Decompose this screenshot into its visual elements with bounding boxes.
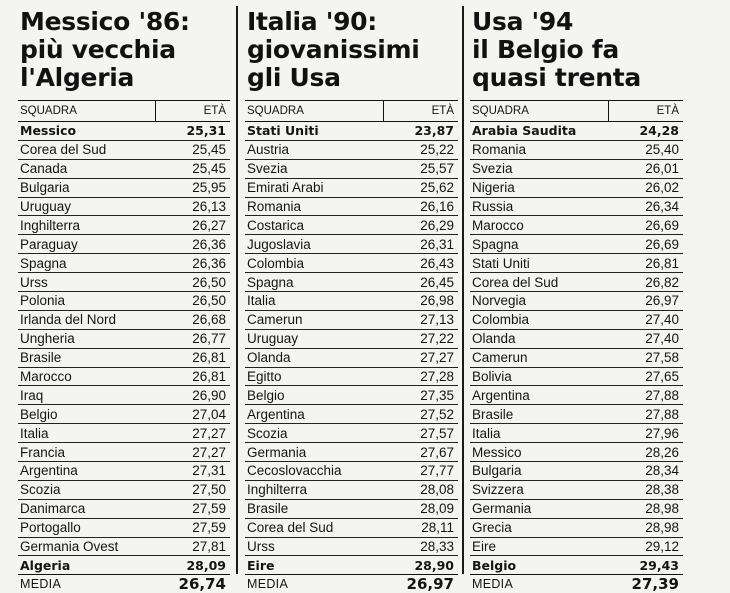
media-value: 26,97 <box>406 575 454 593</box>
table-row <box>470 368 683 387</box>
headline-line: gli Usa <box>247 63 341 92</box>
table-row <box>18 500 230 519</box>
table-row <box>245 481 458 500</box>
team-name: Corea del Sud <box>472 274 559 290</box>
media-value: 26,74 <box>178 575 226 593</box>
team-age: 27,81 <box>192 539 226 555</box>
team-name: Iraq <box>20 387 44 403</box>
team-name: Eire <box>247 557 275 573</box>
table-header <box>18 101 230 122</box>
team-age: 25,40 <box>645 142 679 158</box>
table-row <box>245 160 458 179</box>
media-row <box>18 575 230 593</box>
team-age: 28,09 <box>186 557 226 573</box>
team-age: 29,12 <box>645 539 679 555</box>
table-row <box>245 122 458 141</box>
team-age: 26,82 <box>645 274 679 290</box>
team-age: 28,26 <box>645 444 679 460</box>
team-age: 23,87 <box>414 123 454 139</box>
header-team: SQUADRA <box>245 101 384 121</box>
team-name: Italia <box>472 425 501 441</box>
table-row <box>470 443 683 462</box>
team-age: 26,68 <box>192 312 226 328</box>
age-table <box>245 100 458 593</box>
team-name: Svizzera <box>472 482 524 498</box>
team-name: Bulgaria <box>472 463 522 479</box>
media-row <box>245 575 458 593</box>
team-name: Italia <box>20 425 49 441</box>
team-age: 28,34 <box>645 463 679 479</box>
table-row <box>245 405 458 424</box>
team-name: Urss <box>20 274 48 290</box>
team-name: Belgio <box>20 406 58 422</box>
team-name: Argentina <box>472 387 530 403</box>
team-age: 28,09 <box>420 501 454 517</box>
column-mexico-86 <box>18 0 230 593</box>
table-row <box>18 273 230 292</box>
table-row <box>245 368 458 387</box>
team-age: 28,90 <box>414 557 454 573</box>
team-name: Russia <box>472 199 514 214</box>
table-row <box>470 292 683 311</box>
team-name: Olanda <box>472 331 516 347</box>
table-row <box>245 462 458 481</box>
team-age: 26,27 <box>192 217 226 233</box>
team-age: 29,43 <box>639 557 679 573</box>
table-row <box>470 538 683 557</box>
team-age: 27,04 <box>192 406 226 422</box>
table-row <box>18 160 230 179</box>
team-age: 27,40 <box>645 312 679 328</box>
media-label: MEDIA <box>472 577 514 592</box>
table-row <box>470 349 683 368</box>
team-age: 27,35 <box>420 387 454 403</box>
column-usa-94 <box>470 0 683 593</box>
team-name: Paraguay <box>20 236 78 252</box>
team-age: 27,27 <box>420 350 454 366</box>
team-age: 25,22 <box>420 142 454 158</box>
team-name: Belgio <box>247 387 285 403</box>
table-row <box>245 141 458 160</box>
team-name: Stati Uniti <box>472 255 530 271</box>
team-age: 24,28 <box>639 123 679 139</box>
table-row <box>18 311 230 330</box>
team-name: Bolivia <box>472 369 512 385</box>
team-name: Spagna <box>20 255 67 271</box>
table-row <box>18 462 230 481</box>
team-name: Messico <box>20 123 77 139</box>
team-age: 25,62 <box>420 180 454 196</box>
team-age: 26,01 <box>645 161 679 177</box>
table-row <box>245 386 458 405</box>
team-name: Francia <box>20 444 66 460</box>
header-age: ETÀ <box>656 105 679 117</box>
table-row <box>18 556 230 575</box>
team-name: Bulgaria <box>20 180 70 196</box>
team-name: Svezia <box>472 161 513 177</box>
team-name: Germania Ovest <box>20 539 119 555</box>
table-row <box>470 254 683 273</box>
headline <box>20 8 230 94</box>
table-row <box>470 424 683 443</box>
table-row <box>470 405 683 424</box>
team-name: Jugoslavia <box>247 236 311 252</box>
table-row <box>245 538 458 557</box>
team-age: 25,95 <box>192 180 226 196</box>
team-age: 26,36 <box>192 236 226 252</box>
table-row <box>245 556 458 575</box>
team-name: Argentina <box>20 463 78 479</box>
table-row <box>470 273 683 292</box>
headline-line: Messico '86: <box>20 7 190 36</box>
team-name: Messico <box>472 444 522 460</box>
team-age: 26,81 <box>192 350 226 366</box>
headline <box>472 8 683 94</box>
table-row <box>245 424 458 443</box>
team-age: 27,88 <box>645 387 679 403</box>
table-row <box>470 500 683 519</box>
headline-line: Usa '94 <box>472 7 574 36</box>
team-age: 28,08 <box>420 482 454 498</box>
team-age: 26,34 <box>645 199 679 214</box>
team-name: Canada <box>20 161 68 177</box>
media-label: MEDIA <box>20 577 62 592</box>
table-row <box>470 462 683 481</box>
team-name: Brasile <box>20 350 62 366</box>
team-age: 27,77 <box>420 463 454 479</box>
team-age: 26,16 <box>420 199 454 214</box>
team-age: 27,96 <box>645 425 679 441</box>
team-name: Cecoslovacchia <box>247 463 342 479</box>
team-age: 26,81 <box>192 369 226 385</box>
team-name: Romania <box>247 199 302 214</box>
team-age: 26,69 <box>645 217 679 233</box>
team-age: 26,43 <box>420 255 454 271</box>
table-row <box>18 122 230 141</box>
media-value: 27,39 <box>631 575 679 593</box>
team-age: 27,59 <box>192 520 226 536</box>
header-age: ETÀ <box>431 105 454 117</box>
team-age: 28,98 <box>645 501 679 517</box>
table-row <box>18 386 230 405</box>
team-name: Brasile <box>472 406 514 422</box>
column-divider <box>236 6 238 574</box>
table-row <box>245 519 458 538</box>
team-age: 28,38 <box>645 482 679 498</box>
team-name: Eire <box>472 539 497 555</box>
table-row <box>470 519 683 538</box>
team-name: Danimarca <box>20 501 86 517</box>
table-row <box>18 198 230 217</box>
team-age: 26,50 <box>192 293 226 309</box>
team-age: 27,40 <box>645 331 679 347</box>
team-age: 26,81 <box>645 255 679 271</box>
table-row <box>245 311 458 330</box>
table-row <box>470 122 683 141</box>
team-age: 27,50 <box>192 482 226 498</box>
headline-line: il Belgio fa <box>472 35 619 64</box>
team-age: 26,90 <box>192 387 226 403</box>
team-age: 25,45 <box>192 142 226 158</box>
team-age: 25,57 <box>420 161 454 177</box>
team-age: 27,88 <box>645 406 679 422</box>
table-row <box>245 500 458 519</box>
team-age: 26,36 <box>192 255 226 271</box>
table-row <box>18 538 230 557</box>
table-body <box>470 122 683 575</box>
table-row <box>245 198 458 217</box>
table-row <box>470 235 683 254</box>
table-row <box>470 141 683 160</box>
team-age: 25,31 <box>186 123 226 139</box>
table-row <box>245 330 458 349</box>
headline-line: Italia '90: <box>247 7 377 36</box>
team-age: 27,65 <box>645 369 679 385</box>
table-row <box>245 292 458 311</box>
age-table <box>18 100 230 593</box>
team-age: 26,97 <box>645 293 679 309</box>
team-age: 28,33 <box>420 539 454 555</box>
team-age: 26,98 <box>420 293 454 309</box>
table-body <box>245 122 458 575</box>
team-name: Portogallo <box>20 520 81 536</box>
team-age: 27,67 <box>420 444 454 460</box>
table-row <box>18 179 230 198</box>
header-age: ETÀ <box>203 105 226 117</box>
team-age: 27,58 <box>645 350 679 366</box>
media-row <box>470 575 683 593</box>
table-row <box>470 311 683 330</box>
team-name: Scozia <box>20 482 61 498</box>
team-name: Norvegia <box>472 293 527 309</box>
team-name: Italia <box>247 293 276 309</box>
team-age: 25,45 <box>192 161 226 177</box>
team-age: 26,29 <box>420 217 454 233</box>
team-age: 27,28 <box>420 369 454 385</box>
table-row <box>18 405 230 424</box>
team-name: Spagna <box>247 274 294 290</box>
team-name: Arabia Saudita <box>472 123 577 139</box>
team-age: 28,11 <box>421 520 454 536</box>
table-row <box>470 160 683 179</box>
header-team: SQUADRA <box>470 101 609 121</box>
team-age: 26,13 <box>192 199 226 214</box>
team-age: 26,77 <box>192 331 226 347</box>
column-italia-90 <box>245 0 458 593</box>
team-age: 27,13 <box>420 312 454 328</box>
team-name: Uruguay <box>247 331 299 347</box>
headline-line: più vecchia <box>20 35 176 64</box>
team-name: Belgio <box>472 557 517 573</box>
table-row <box>18 330 230 349</box>
team-age: 26,50 <box>192 274 226 290</box>
table-row <box>245 179 458 198</box>
team-age: 26,02 <box>645 180 679 196</box>
header-team: SQUADRA <box>18 101 156 121</box>
table-row <box>18 235 230 254</box>
team-name: Emirati Arabi <box>247 180 324 196</box>
age-table <box>470 100 683 593</box>
media-label: MEDIA <box>247 577 289 592</box>
team-age: 27,59 <box>192 501 226 517</box>
team-name: Camerun <box>472 350 528 366</box>
team-name: Costarica <box>247 217 305 233</box>
team-name: Egitto <box>247 369 282 385</box>
team-name: Scozia <box>247 425 288 441</box>
team-name: Urss <box>247 539 275 555</box>
team-name: Inghilterra <box>20 217 81 233</box>
headline-line: giovanissimi <box>247 35 420 64</box>
team-age: 26,31 <box>420 236 454 252</box>
team-name: Nigeria <box>472 180 515 196</box>
table-row <box>18 349 230 368</box>
team-age: 27,57 <box>420 425 454 441</box>
table-row <box>470 386 683 405</box>
team-name: Corea del Sud <box>247 520 334 536</box>
team-name: Uruguay <box>20 199 72 214</box>
team-age: 27,27 <box>192 425 226 441</box>
team-name: Austria <box>247 142 290 158</box>
team-name: Spagna <box>472 236 519 252</box>
table-row <box>245 273 458 292</box>
team-name: Germania <box>247 444 307 460</box>
table-row <box>470 179 683 198</box>
table-row <box>245 216 458 235</box>
table-header <box>245 101 458 122</box>
table-row <box>18 216 230 235</box>
headline-line: l'Algeria <box>20 63 135 92</box>
table-row <box>470 556 683 575</box>
team-age: 27,22 <box>420 331 454 347</box>
table-body <box>18 122 230 575</box>
headline-line: quasi trenta <box>472 63 641 92</box>
table-row <box>18 424 230 443</box>
team-name: Algeria <box>20 557 71 573</box>
team-name: Irlanda del Nord <box>20 312 117 328</box>
team-age: 28,98 <box>645 520 679 536</box>
team-name: Romania <box>472 142 527 158</box>
team-name: Ungheria <box>20 331 75 347</box>
team-age: 26,69 <box>645 236 679 252</box>
table-row <box>18 141 230 160</box>
team-name: Argentina <box>247 406 305 422</box>
table-header <box>470 101 683 122</box>
team-age: 27,27 <box>192 444 226 460</box>
team-name: Colombia <box>472 312 530 328</box>
team-name: Colombia <box>247 255 305 271</box>
table-row <box>470 330 683 349</box>
table-row <box>18 254 230 273</box>
headline <box>247 8 458 94</box>
team-name: Svezia <box>247 161 288 177</box>
team-name: Brasile <box>247 501 289 517</box>
table-row <box>18 481 230 500</box>
column-divider <box>462 6 464 574</box>
table-row <box>18 368 230 387</box>
team-age: 27,31 <box>192 463 226 479</box>
team-name: Olanda <box>247 350 291 366</box>
team-name: Inghilterra <box>247 482 308 498</box>
table-row <box>245 235 458 254</box>
team-age: 26,45 <box>420 274 454 290</box>
team-name: Marocco <box>472 217 524 233</box>
table-row <box>470 481 683 500</box>
team-name: Germania <box>472 501 532 517</box>
table-row <box>470 198 683 217</box>
table-row <box>18 519 230 538</box>
team-name: Stati Uniti <box>247 123 319 139</box>
team-name: Polonia <box>20 293 66 309</box>
table-row <box>245 254 458 273</box>
team-name: Marocco <box>20 369 72 385</box>
team-name: Grecia <box>472 520 512 536</box>
table-row <box>18 443 230 462</box>
table-row <box>470 216 683 235</box>
team-age: 27,52 <box>420 406 454 422</box>
table-row <box>18 292 230 311</box>
team-name: Corea del Sud <box>20 142 107 158</box>
table-row <box>245 443 458 462</box>
table-row <box>245 349 458 368</box>
team-name: Camerun <box>247 312 303 328</box>
